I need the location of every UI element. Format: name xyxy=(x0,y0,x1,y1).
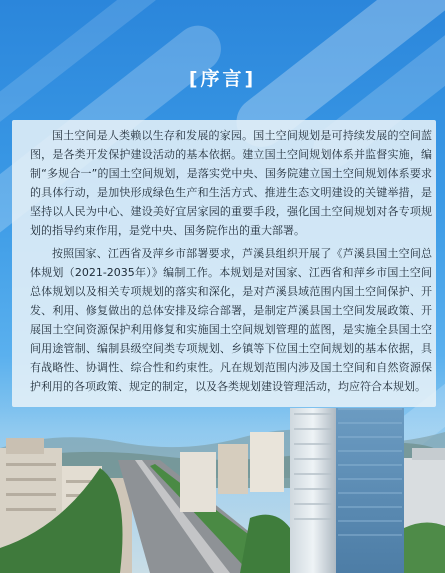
page-title: [序言] xyxy=(188,68,257,90)
paragraph-1: 国土空间是人类赖以生存和发展的家园。国土空间规划是可持续发展的空间蓝图，是各类开发保护建设活动的基本依据。建立国土空间规划体系并监督实施，编制“多规合一”的国土空间规划，是落实党中央、国务院建立国土空间规划体系要求的具体行动，是加快形成绿色生产和生活方式、推进生态文明建设的关键举措，是坚持以人民为中心、建设美好宜居家园的重要手段，强化国土空间规划对各专项规划的指导约束作用，是党中央、国务院作出的重大部署。 xyxy=(30,129,432,237)
city-photo xyxy=(0,408,445,573)
paragraph-2: 按照国家、江西省及萍乡市部署要求，芦溪县组织开展了《芦溪县国土空间总体规划（2021-2035年）》编制工作。本规划是对国家、江西省和萍乡市国土空间总体规划以及相关专项规划的落实和深化，是对芦溪县域范围内国土空间保护、开发、利用、修复做出的总体安排及综合部署，是制定芦溪县国土空间发展政策、开展国土空间资源保护利用修复和实施国土空间规划管理的蓝图，是实施全县国土空间用途管制、编制县级空间类专项规划、乡镇等下位国土空间规划的基本依据，具有战略性、协调性、综合性和约束性。凡在规划范围内涉及国土空间和自然资源保护利用的各项政策、规定的制定，以及各类规划建设管理活动，均应符合本规划。 xyxy=(30,247,432,393)
